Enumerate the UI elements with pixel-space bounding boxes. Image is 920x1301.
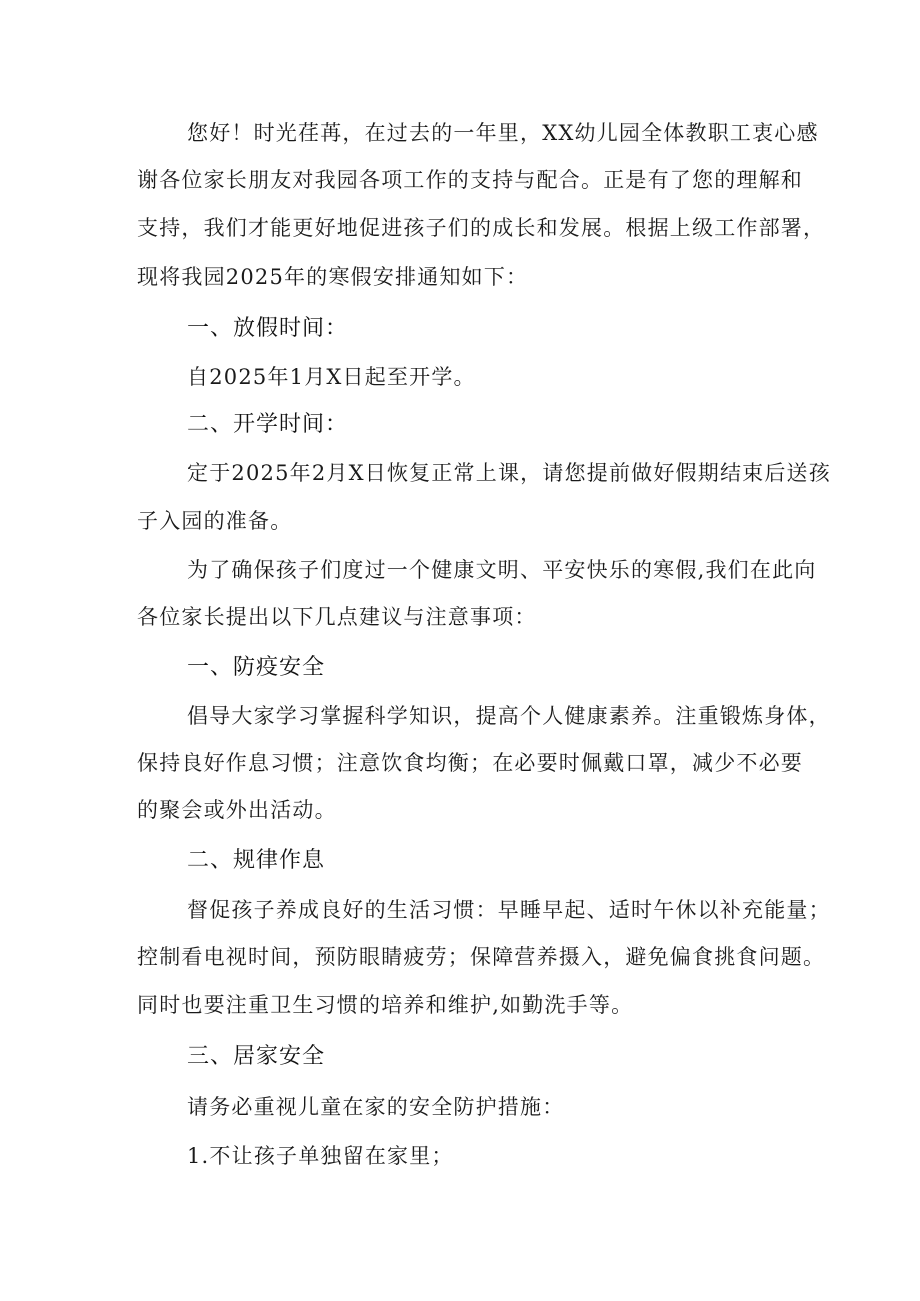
- holiday-heading: 一、放假时间：: [187, 316, 349, 341]
- intro-line-1: 您好！时光荏苒，在过去的一年里，XX幼儿园全体教职工衷心感: [187, 121, 819, 145]
- school-start-line-2: 子入园的准备。: [137, 509, 293, 533]
- epidemic-heading: 一、防疫安全: [187, 655, 326, 680]
- routine-heading: 二、规律作息: [187, 848, 326, 873]
- epidemic-line-1: 倡导大家学习掌握科学知识，提高个人健康素养。注重锻炼身体，: [187, 704, 831, 728]
- routine-line-2: 控制看电视时间，预防眼睛疲劳；保障营养摄入，避免偏食挑食问题。: [137, 945, 826, 969]
- intro-line-3: 支持，我们才能更好地促进孩子们的成长和发展。根据上级工作部署，: [137, 216, 826, 240]
- holiday-text: 自2025年1月X日起至开学。: [187, 365, 476, 389]
- suggestions-line-1: 为了确保孩子们度过一个健康文明、平安快乐的寒假,我们在此向: [187, 558, 817, 582]
- school-start-line-1: 定于2025年2月X日恢复正常上课，请您提前做好假期结束后送孩: [187, 461, 831, 485]
- home-safety-line-2: 1.不让孩子单独留在家里；: [187, 1144, 454, 1168]
- home-safety-line-1: 请务必重视儿童在家的安全防护措施：: [187, 1095, 565, 1119]
- suggestions-line-2: 各位家长提出以下几点建议与注意事项：: [137, 605, 537, 629]
- epidemic-line-2: 保持良好作息习惯；注意饮食均衡；在必要时佩戴口罩，减少不必要: [137, 751, 803, 775]
- epidemic-line-3: 的聚会或外出活动。: [137, 798, 337, 822]
- home-safety-heading: 三、居家安全: [187, 1044, 326, 1069]
- intro-line-4: 现将我园2025年的寒假安排通知如下：: [137, 265, 529, 289]
- school-start-heading: 二、开学时间：: [187, 412, 349, 437]
- routine-line-3: 同时也要注重卫生习惯的培养和维护,如勤洗手等。: [137, 993, 634, 1017]
- routine-line-1: 督促孩子养成良好的生活习惯：早睡早起、适时午休以补充能量；: [187, 898, 831, 922]
- intro-line-2: 谢各位家长朋友对我园各项工作的支持与配合。正是有了您的理解和: [137, 168, 803, 192]
